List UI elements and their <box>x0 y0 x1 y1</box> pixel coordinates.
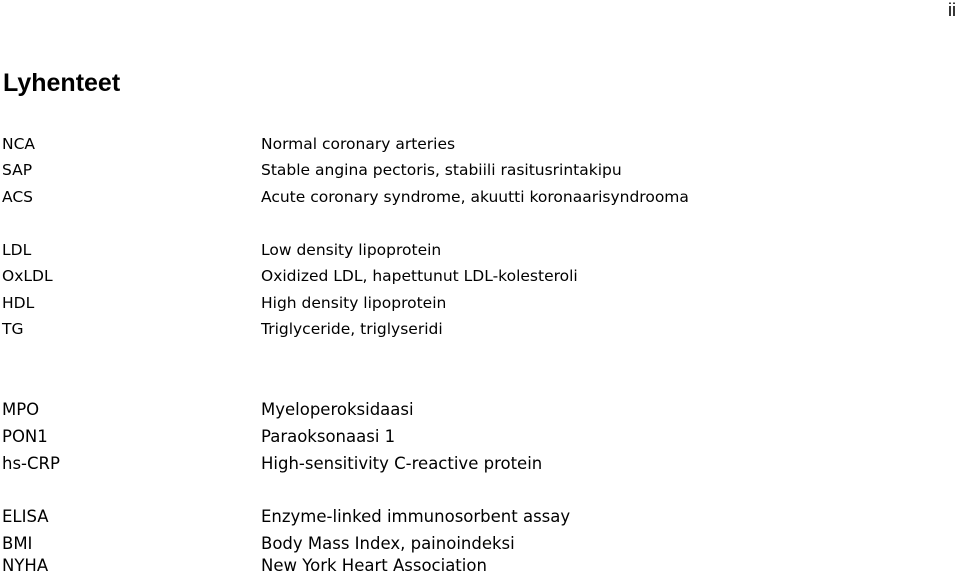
abbreviation-term: SAP <box>2 161 33 179</box>
abbreviation-row <box>0 316 960 343</box>
abbreviation-term: NYHA <box>2 556 49 575</box>
abbreviation-row <box>0 290 960 317</box>
abbreviation-definition: Triglyceride, triglyseridi <box>261 320 443 338</box>
abbreviation-row <box>0 184 960 211</box>
abbreviation-definition: Normal coronary arteries <box>261 135 456 153</box>
abbreviation-definition: Paraoksonaasi 1 <box>261 427 396 446</box>
abbreviation-term: PON1 <box>2 427 48 446</box>
abbreviation-term: ACS <box>2 188 33 206</box>
abbreviation-term: TG <box>2 320 24 338</box>
abbreviation-term: MPO <box>2 400 40 419</box>
abbreviation-term: ELISA <box>2 507 49 526</box>
abbreviation-term: hs-CRP <box>2 454 60 473</box>
abbreviation-row <box>0 157 960 184</box>
abbreviation-definition: Body Mass Index, painoindeksi <box>261 534 515 553</box>
abbreviation-row <box>0 552 960 579</box>
abbreviation-definition: Stable angina pectoris, stabiili rasitusrintakipu <box>261 161 622 179</box>
abbreviation-row <box>0 237 960 264</box>
abbreviation-row <box>0 263 960 290</box>
abbreviation-definition: High-sensitivity C-reactive protein <box>261 454 543 473</box>
abbreviation-row <box>0 131 960 158</box>
abbreviation-term: NCA <box>2 135 36 153</box>
abbreviation-definition: Low density lipoprotein <box>261 241 442 259</box>
abbreviation-term: OxLDL <box>2 267 53 285</box>
abbreviation-term: LDL <box>2 241 32 259</box>
abbreviation-definition: Enzyme-linked immunosorbent assay <box>261 507 571 526</box>
abbreviation-row <box>0 423 960 450</box>
abbreviation-definition: High density lipoprotein <box>261 294 447 312</box>
page-number: ii <box>948 0 956 20</box>
abbreviation-row <box>0 450 960 477</box>
abbreviation-term: BMI <box>2 534 33 553</box>
abbreviation-definition: Oxidized LDL, hapettunut LDL-kolesteroli <box>261 267 578 285</box>
abbreviation-definition: New York Heart Association <box>261 556 487 575</box>
abbreviation-row <box>0 503 960 530</box>
page-title: Lyhenteet <box>3 69 121 97</box>
abbreviation-definition: Myeloperoksidaasi <box>261 400 414 419</box>
abbreviation-term: HDL <box>2 294 35 312</box>
abbreviation-definition: Acute coronary syndrome, akuutti koronaarisyndrooma <box>261 188 689 206</box>
abbreviation-row <box>0 396 960 423</box>
